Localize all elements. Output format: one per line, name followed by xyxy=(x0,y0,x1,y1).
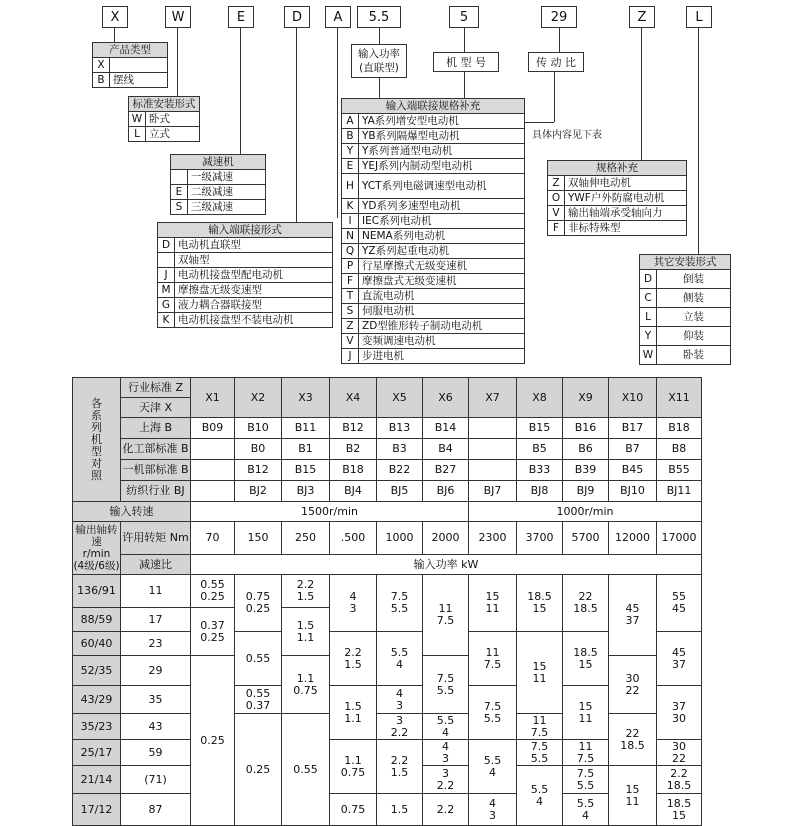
code-model: 5 xyxy=(449,6,479,28)
series-side-label: 各 系 列 机 型 对 照 xyxy=(73,378,121,502)
series-label: 化工部标准 B xyxy=(121,439,191,460)
code-other-mount: L xyxy=(686,6,712,28)
series-label: 纺织行业 BJ xyxy=(121,481,191,502)
connector xyxy=(464,28,465,52)
connector xyxy=(559,28,560,52)
torque-label: 许用转矩 Nm xyxy=(121,522,191,555)
legend-input-supp: 输入端联接规格补充 A YA系列增安型电动机 B YB系列隔爆型电动机 Y Y系列普通型电动机 E YEJ系列内制动型电动机 H YCT系列电磁调速型电动机 K YD系列多速型电动机 I IEC系列电动机 N NEMA系列电动机 Q YZ系列起重电动机 P 行星摩擦式无级变速机 F 摩擦盘式无级变速机 T 直流电动机 S 伺服电动机 Z ZD型锥形转子制动电动机 V 变频调速电动机 J 步进电机 xyxy=(341,98,525,364)
legend-title: 其它安装形式 xyxy=(640,255,731,270)
series-comparison-table: 各 系 列 机 型 对 照 行业标准 Z X1 X2 X3 X4 X5 X6 X7 X8 X9 X10 X11 天津 X 上海 B B09 B10 B11 B12 B13 B14 B15 B16 B17 B18 化工部标准 B B0 B1 B2 B3 B4 B5 B6 B7 B8 一机部标准 B B12 B15 B18 B22 B27 B33 B39 B45 B55 纺织行业 BJ BJ2 BJ3 BJ4 BJ5 BJ6 BJ7 BJ8 BJ9 BJ10 BJ11 输入转速 1500r/min 1000r/min 输出轴转速 r/min (4级/6级) 许用转矩 Nm 70 150 250 .500 1000 2000 2300 3700 5700 12000 17000 减速比 输入功率 kW 136/91 11 0.55 0.25 0.75 0.25 2.2 1.5 4 3 7.5 5.5 11 7.5 15 11 18.5 15 22 18.5 45 37 55 45 88/59 17 0.37 0.25 1.5 1.1 60/40 23 0.55 2.2 1.5 5.5 4 11 7.5 15 11 18.5 15 45 37 52/35 29 0.25 1.1 0.75 7.5 5.5 30 22 43/29 35 0.55 0.37 1.5 1.1 4 3 7.5 5.5 15 11 37 30 35/23 43 0.25 0.55 3 2.2 5.5 4 11 7.5 22 18.5 25/17 59 1.1 0.75 2.2 1.5 4 3 5.5 4 7.5 5.5 11 7.5 30 22 21/14 (71) 3 2.2 5.5 4 7.5 5.5 15 11 2.2 18.5 17/12 87 0.75 1.5 2.2 4 3 5.5 4 18.5 15 xyxy=(72,377,702,826)
legend-title: 输入端联接规格补充 xyxy=(342,99,525,114)
legend-product-type: 产品类型 X B 摆线 xyxy=(92,42,168,88)
detail-note: 具体内容见下表 xyxy=(532,130,602,141)
connector xyxy=(114,28,115,42)
callout-power: 输入功率 (直联型) xyxy=(351,44,407,78)
code-power: 5.5 xyxy=(357,6,401,28)
legend-input-conn: 输入端联接形式 D 电动机直联型 双轴型 J 电动机接盘型配电动机 M 摩擦盘无级变速型 G 液力耦合器联接型 K 电动机接盘型不装电动机 xyxy=(157,222,333,328)
speed-1000: 1000r/min xyxy=(469,502,702,522)
code-ratio: 29 xyxy=(541,6,577,28)
code-input-supp: A xyxy=(325,6,351,28)
legend-title: 减速机 xyxy=(171,155,266,170)
connector xyxy=(698,28,699,254)
callout-model: 机 型 号 xyxy=(433,52,499,72)
legend-title: 输入端联接形式 xyxy=(158,223,333,238)
code-input-conn: D xyxy=(284,6,310,28)
ratio-label: 减速比 xyxy=(121,555,191,575)
series-label: 上海 B xyxy=(121,418,191,439)
legend-standard-mount: 标准安装形式 W 卧式 L 立式 xyxy=(128,96,200,142)
code-mount: W xyxy=(165,6,191,28)
series-label: 一机部标准 B xyxy=(121,460,191,481)
connector xyxy=(296,28,297,223)
series-label: 天津 X xyxy=(121,398,191,418)
connector xyxy=(641,28,642,160)
legend-reducer: 减速机 一级减速 E 二级减速 S 三级减速 xyxy=(170,154,266,215)
legend-other-mount: 其它安装形式 D 倒装 C 侧装 L 立装 Y 仰装 W 卧装 xyxy=(639,254,731,365)
legend-title: 标准安装形式 xyxy=(129,97,200,112)
output-speed-label: 输出轴转速 r/min (4级/6级) xyxy=(73,522,121,575)
connector xyxy=(379,28,380,44)
series-label: 行业标准 Z xyxy=(121,378,191,398)
callout-ratio: 传 动 比 xyxy=(528,52,584,72)
speed-1500: 1500r/min xyxy=(191,502,469,522)
code-spec-supp: Z xyxy=(629,6,655,28)
connector xyxy=(240,28,241,154)
connector xyxy=(177,28,178,96)
input-speed-label: 输入转速 xyxy=(73,502,191,522)
code-reducer: E xyxy=(228,6,254,28)
connector xyxy=(379,78,380,98)
legend-spec-supp: 规格补充 Z 双轴伸电动机 O YWF户外防腐电动机 V 输出轴端承受轴向力 F 非标特殊型 xyxy=(547,160,687,236)
legend-title: 产品类型 xyxy=(93,43,168,58)
legend-title: 规格补充 xyxy=(548,161,687,176)
code-product-type: X xyxy=(102,6,128,28)
power-label: 输入功率 kW xyxy=(191,555,702,575)
connector xyxy=(554,72,555,122)
connector xyxy=(337,28,338,218)
